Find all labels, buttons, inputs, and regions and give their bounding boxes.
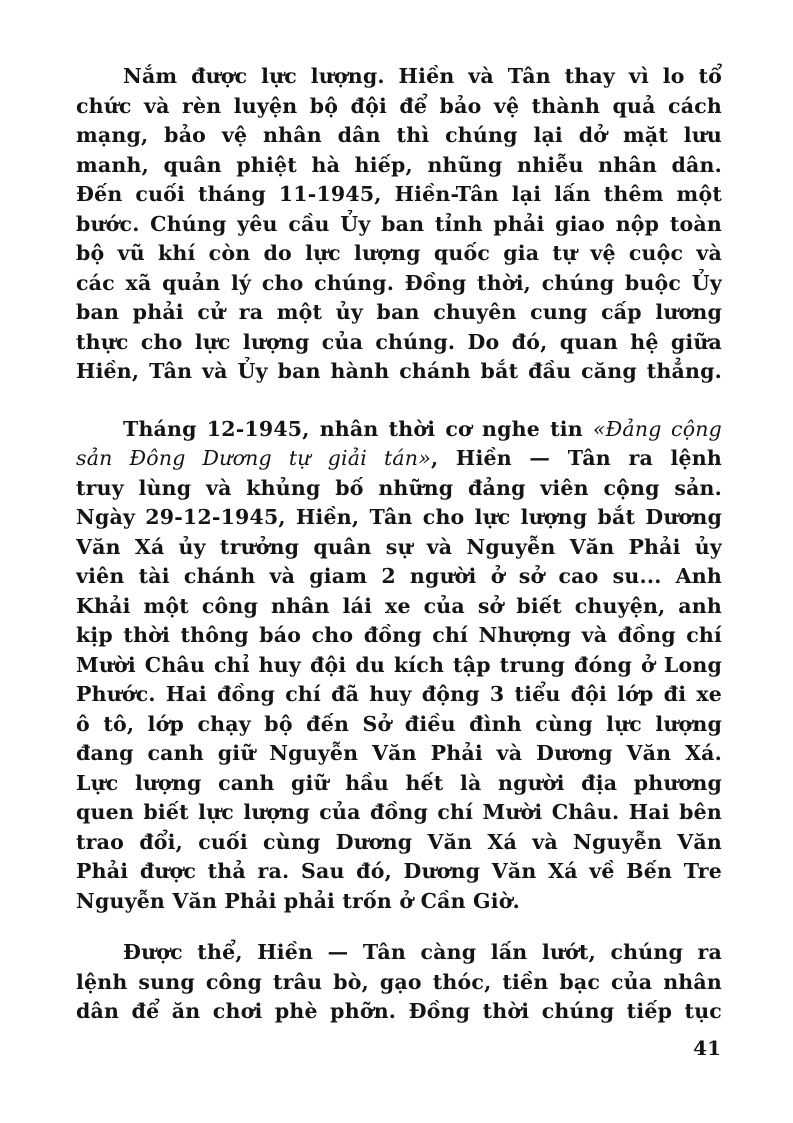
text-line: thực cho lực lượng của chúng. Do đó, quan hệ giữa — [76, 329, 722, 354]
text-line: manh, quân phiệt hà hiếp, nhũng nhiễu nhân dân. — [76, 152, 722, 177]
text-line: bước. Chúng yêu cầu Ủy ban tỉnh phải giao nộp toàn — [76, 211, 722, 236]
text-line: ô tô, lớp chạy bộ đến Sở điều đình cùng lực lượng — [76, 711, 722, 736]
text-line: truy lùng và khủng bố những đảng viên cộng sản. — [76, 475, 722, 500]
text-line: bộ vũ khí còn do lực lượng quốc gia tự vệ cuộc và — [76, 241, 722, 265]
text-line: Lực lượng canh giữ hầu hết là người địa phương — [76, 770, 722, 795]
paragraph-1 — [76, 62, 722, 387]
text-line: Hiền, Tân và Ủy ban hành chánh bắt đầu căng thẳng. — [76, 359, 722, 383]
quoted-text: sản Đông Dương tự giải tán» — [76, 446, 431, 470]
paragraph-3 — [76, 938, 722, 1027]
text-line: viên tài chánh và giam 2 người ở sở cao su... Anh — [76, 564, 722, 588]
text-line: Phải được thả ra. Sau đó, Dương Văn Xá về Bến Tre — [76, 859, 722, 883]
body-text — [76, 62, 722, 1027]
text-line: ban phải cử ra một ủy ban chuyên cung cấp lương — [76, 300, 722, 324]
text-line: lệnh sung công trâu bò, gạo thóc, tiền bạc của nhân — [76, 969, 722, 994]
text-line: các xã quản lý cho chúng. Đồng thời, chúng buộc Ủy — [76, 270, 722, 295]
text-line: quen biết lực lượng của đồng chí Mười Châu. Hai bên — [76, 800, 722, 824]
text-line: trao đổi, cuối cùng Dương Văn Xá và Nguyễn Văn — [76, 829, 722, 854]
text-run: , Hiền — Tân ra lệnh — [430, 446, 722, 470]
text-run: Tháng 12-1945, nhân thời cơ nghe tin — [123, 416, 593, 441]
quoted-text: «Đảng cộng — [592, 416, 722, 441]
text-line: Nắm được lực lượng. Hiền và Tân thay vì lo tổ — [123, 64, 722, 88]
text-line: Nguyễn Văn Phải phải trốn ở Cần Giờ. — [76, 888, 520, 913]
text-line: kịp thời thông báo cho đồng chí Nhượng và đồng chí — [76, 623, 722, 647]
text-line — [76, 415, 722, 445]
text-line: Văn Xá ủy trưởng quân sự và Nguyễn Văn Phải ủy — [76, 534, 722, 559]
text-line: Đến cuối tháng 11-1945, Hiền-Tân lại lấn thêm một — [76, 182, 722, 206]
text-line — [76, 444, 722, 474]
text-line: Mười Châu chỉ huy đội du kích tập trung đóng ở Long — [76, 652, 722, 677]
text-line: Được thể, Hiền — Tân càng lấn lướt, chúng ra — [123, 940, 722, 964]
text-line: mạng, bảo vệ nhân dân thì chúng lại dở mặt lưu — [76, 123, 722, 147]
text-line: dân để ăn chơi phè phỡn. Đồng thời chúng tiếp tục — [76, 999, 722, 1023]
paragraph-2 — [76, 415, 722, 917]
text-line: đang canh giữ Nguyễn Văn Phải và Dương Văn Xá. — [76, 741, 722, 765]
page-number: 41 — [693, 1036, 721, 1060]
text-line: Ngày 29-12-1945, Hiền, Tân cho lực lượng bắt Dương — [76, 505, 722, 529]
text-line: Phước. Hai đồng chí đã huy động 3 tiểu đội lớp đi xe — [76, 682, 722, 706]
text-line: Khải một công nhân lái xe của sở biết chuyện, anh — [76, 593, 722, 618]
text-line: chức và rèn luyện bộ đội để bảo vệ thành quả cách — [76, 93, 722, 118]
